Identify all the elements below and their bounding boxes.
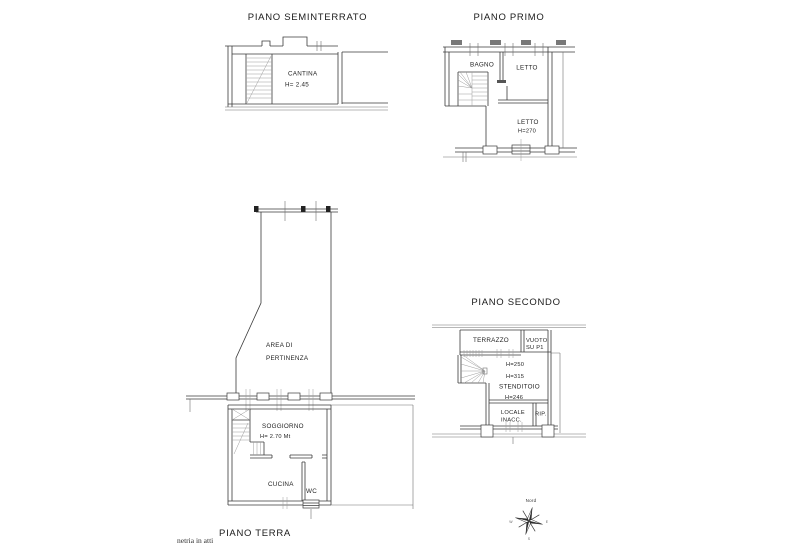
cantina-label: CANTINA: [288, 70, 318, 78]
seminterrato-stairs: [246, 56, 272, 103]
vuoto-label-line2: SU P1: [526, 345, 544, 351]
cantina-height-label: H= 2.45: [285, 81, 309, 89]
h250-label: H=250: [506, 362, 525, 368]
locale-inacc-label-line1: LOCALE: [501, 410, 525, 416]
rip-label: RIP.: [535, 411, 547, 418]
terra-courtyard-fence: [236, 201, 338, 396]
compass-west-label: W: [509, 520, 513, 524]
vuoto-label-line1: VUOTO: [526, 338, 548, 344]
terrazzo-label: TERRAZZO: [473, 337, 509, 344]
primo-plan-drawing: [438, 38, 582, 164]
seminterrato-title: PIANO SEMINTERRATO: [247, 12, 368, 23]
compass-rose-icon: [498, 492, 562, 550]
letto-bottom-label: LETTO: [517, 119, 539, 126]
secondo-pillars: [481, 425, 554, 437]
terra-walls: [228, 405, 413, 509]
footer-note: netria in atti: [177, 536, 214, 545]
secondo-title: PIANO SECONDO: [471, 297, 561, 308]
secondo-plan-drawing: [430, 320, 588, 446]
terra-stairs: [232, 409, 264, 455]
pillar: [545, 146, 559, 154]
primo-title: PIANO PRIMO: [473, 12, 545, 23]
primo-chimney-blocks: [451, 40, 566, 45]
compass-north-label: Nord: [525, 498, 537, 503]
primo-walls: [443, 47, 577, 162]
area-pertinenza-label-line1: AREA DI: [266, 342, 293, 349]
soggiorno-height-label: H= 2.70 Mt: [260, 434, 291, 440]
cucina-label: CUCINA: [268, 481, 294, 488]
compass-star: [512, 504, 546, 538]
letto-top-label: LETTO: [516, 64, 538, 72]
compass-south-label: S: [527, 537, 531, 541]
terra-bottom-window: [283, 497, 319, 519]
seminterrato-plan-drawing: [222, 34, 392, 114]
terra-title: PIANO TERRA: [219, 528, 291, 539]
compass-east-label: E: [545, 520, 549, 524]
secondo-stairs: [461, 355, 487, 383]
stenditoio-label: STENDITOIO: [499, 383, 540, 391]
h246-label: H=246: [505, 395, 524, 401]
letto-bottom-height-label: H=270: [517, 128, 537, 135]
primo-stairs: [458, 72, 488, 106]
terra-plan-drawing: [182, 200, 418, 522]
h315-label: H=315: [506, 374, 525, 380]
bagno-label: BAGNO: [470, 61, 494, 69]
area-pertinenza-label-line2: PERTINENZA: [266, 355, 309, 362]
soggiorno-label: SOGGIORNO: [262, 423, 304, 430]
wc-label: WC: [306, 488, 317, 495]
primo-window-ticks: [470, 43, 543, 56]
pillar: [483, 146, 497, 154]
terra-ground-line: [186, 389, 415, 412]
locale-inacc-label-line2: INACC.: [501, 417, 522, 424]
